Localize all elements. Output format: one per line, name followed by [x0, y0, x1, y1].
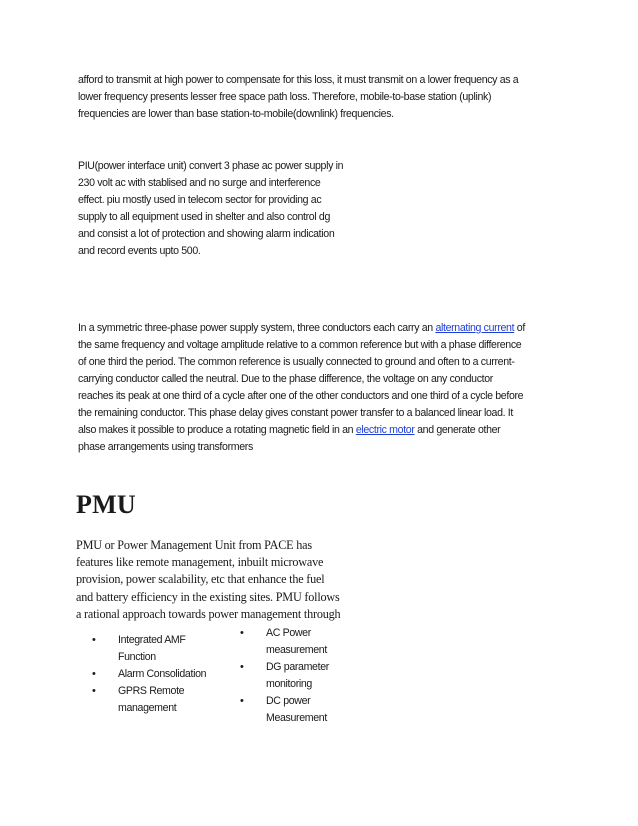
text-line: effect. piu mostly used in telecom sector for providing ac — [78, 194, 322, 206]
text-line: lower frequency presents lesser free space path loss. Therefore, mobile-to-base station (uplink) — [78, 91, 492, 103]
list-item-text: Measurement — [266, 712, 327, 724]
list-item — [92, 683, 232, 717]
text-line: carrying conductor called the neutral. Due to the phase difference, the voltage on any conductor — [78, 373, 493, 385]
text-line: 230 volt ac with stablised and no surge and interference — [78, 177, 321, 189]
text-fragment: also makes it possible to produce a rotating magnetic field in an — [78, 424, 356, 436]
list-item — [240, 659, 360, 693]
list-item-text: measurement — [266, 644, 327, 656]
list-item — [92, 666, 232, 683]
feature-list-right — [240, 625, 360, 727]
list-item-text: • AC Power — [266, 627, 311, 639]
list-item-text: • Integrated AMF — [118, 634, 186, 646]
text-line: supply to all equipment used in shelter and also control dg — [78, 211, 331, 223]
text-line: the same frequency and voltage amplitude relative to a common reference but with a phase difference — [78, 339, 522, 351]
list-item-text: management — [118, 702, 177, 714]
text-line: the remaining conductor. This phase delay gives constant power transfer to a balanced linear load. It — [78, 407, 513, 419]
text-line — [78, 422, 568, 439]
text-line: of one third the period. The common reference is usually connected to ground and often to a current- — [78, 356, 515, 368]
list-item — [92, 632, 232, 666]
text-line: and battery efficiency in the existing sites. PMU follows — [76, 589, 340, 604]
feature-list-left — [92, 632, 232, 717]
text-line: features like remote management, inbuilt microwave — [76, 555, 324, 570]
text-line — [78, 320, 568, 337]
list-item — [240, 693, 360, 727]
list-item-text: • Alarm Consolidation — [118, 668, 207, 680]
list-item-text: • DC power — [266, 695, 311, 707]
text-line: afford to transmit at high power to compensate for this loss, it must transmit on a lower frequency as a — [78, 74, 519, 86]
text-line: reaches its peak at one third of a cycle after one of the other conductors and one third of a cycle before — [78, 390, 524, 402]
list-item-text: Function — [118, 651, 156, 663]
text-line: PIU(power interface unit) convert 3 phase ac power supply in — [78, 160, 344, 172]
alternating-current-link[interactable]: alternating current — [435, 322, 515, 334]
text-line: frequencies are lower than base station-to-mobile(downlink) frequencies. — [78, 108, 394, 120]
paragraph-uplink-downlink — [78, 72, 568, 123]
text-fragment: In a symmetric three-phase power supply system, three conductors each carry an — [78, 322, 436, 334]
list-item-text: • DG parameter — [266, 661, 329, 673]
list-item-text: • GPRS Remote — [118, 685, 185, 697]
text-fragment: and generate other — [414, 424, 501, 436]
text-line: phase arrangements using transformers — [78, 441, 253, 453]
text-fragment: of — [514, 322, 525, 334]
electric-motor-link[interactable]: electric motor — [355, 424, 415, 436]
paragraph-piu — [78, 158, 378, 260]
text-line: provision, power scalability, etc that enhance the fuel — [76, 572, 325, 587]
text-line: a rational approach towards power management through — [76, 606, 341, 621]
paragraph-pmu — [76, 537, 340, 623]
section-heading: PMU — [76, 490, 136, 519]
list-item — [240, 625, 360, 659]
list-item-text: monitoring — [266, 678, 312, 690]
paragraph-three-phase — [78, 320, 568, 456]
text-line: and record events upto 500. — [78, 245, 201, 257]
text-line: PMU or Power Management Unit from PACE has — [76, 538, 312, 552]
text-line: and consist a lot of protection and showing alarm indication — [78, 228, 335, 240]
